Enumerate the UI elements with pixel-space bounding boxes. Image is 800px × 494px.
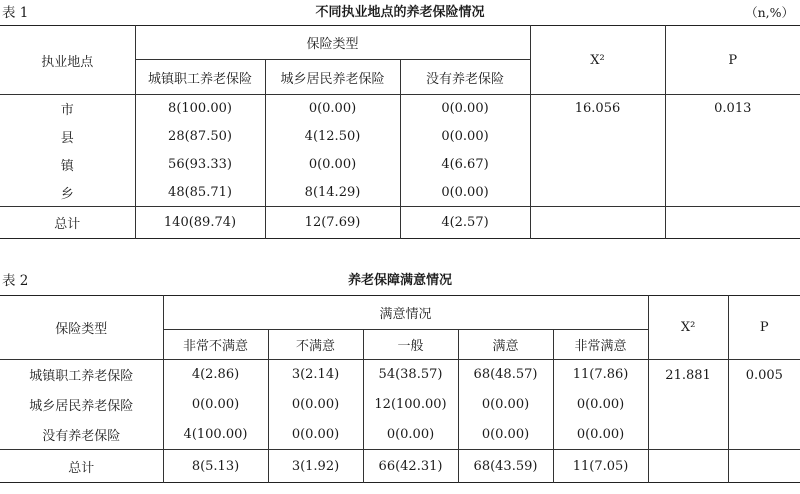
cell: 66(42.31) <box>363 450 458 483</box>
cell: 0(0.00) <box>400 179 530 207</box>
cell: 54(38.57) <box>363 360 458 390</box>
row-label: 城镇职工养老保险 <box>29 369 134 385</box>
table1 <box>0 25 800 239</box>
table2-p-value: 0.005 <box>728 360 800 450</box>
cell: 68(43.59) <box>458 450 553 483</box>
row-label: 总计 <box>0 207 135 239</box>
table2-header-type: 保险类型 <box>0 296 163 360</box>
cell: 140(89.74) <box>135 207 265 239</box>
cell: 12(7.69) <box>265 207 400 239</box>
cell: 12(100.00) <box>363 390 458 420</box>
cell: 4(2.86) <box>163 360 268 390</box>
cell-empty <box>665 207 800 239</box>
cell: 0(0.00) <box>400 123 530 151</box>
table2-label: 表 2 <box>2 273 29 289</box>
cell: 0(0.00) <box>553 420 648 450</box>
table1-header-chi: X² <box>530 26 665 95</box>
cell: 68(48.57) <box>458 360 553 390</box>
cell: 8(100.00) <box>135 95 265 123</box>
table2-header-col: 一般 <box>363 330 458 360</box>
table2-title: 养老保障满意情况 <box>347 273 453 288</box>
row-label: 市 <box>60 103 74 119</box>
cell: 0(0.00) <box>458 420 553 450</box>
table1-chi-value: 16.056 <box>530 95 665 207</box>
cell: 4(6.67) <box>400 151 530 179</box>
table1-p-value: 0.013 <box>665 95 800 207</box>
cell-empty <box>530 207 665 239</box>
table1-label: 表 1 <box>2 5 29 21</box>
table1-header-col: 没有养老保险 <box>400 60 530 95</box>
table2 <box>0 295 800 483</box>
row-label: 镇 <box>60 159 74 174</box>
table1-header-col: 城乡居民养老保险 <box>265 60 400 95</box>
cell: 11(7.86) <box>553 360 648 390</box>
cell: 0(0.00) <box>268 390 363 420</box>
cell: 0(0.00) <box>553 390 648 420</box>
cell: 0(0.00) <box>265 151 400 179</box>
table1-header-col: 城镇职工养老保险 <box>135 60 265 95</box>
table1-unit: （n,%） <box>745 5 794 20</box>
row-label: 没有养老保险 <box>42 428 121 444</box>
cell-empty <box>648 450 728 483</box>
row-label: 总计 <box>0 450 163 483</box>
cell: 0(0.00) <box>163 390 268 420</box>
row-label: 县 <box>60 131 74 146</box>
cell-empty <box>728 450 800 483</box>
cell: 4(2.57) <box>400 207 530 239</box>
table2-header-col: 不满意 <box>268 330 363 360</box>
table1-header-location: 执业地点 <box>0 26 135 95</box>
table-row-total <box>0 450 800 483</box>
table2-header-chi: X² <box>648 296 728 360</box>
cell: 28(87.50) <box>135 123 265 151</box>
table1-title: 不同执业地点的养老保险情况 <box>315 5 485 20</box>
cell: 11(7.05) <box>553 450 648 483</box>
cell: 4(100.00) <box>163 420 268 450</box>
table2-header-col: 非常不满意 <box>163 330 268 360</box>
table2-header-col: 非常满意 <box>553 330 648 360</box>
table2-chi-value: 21.881 <box>648 360 728 450</box>
cell: 0(0.00) <box>400 95 530 123</box>
cell: 0(0.00) <box>458 390 553 420</box>
table2-header-p: P <box>728 296 800 360</box>
cell: 8(14.29) <box>265 179 400 207</box>
table-row-total <box>0 207 800 239</box>
cell: 0(0.00) <box>268 420 363 450</box>
table1-header-group: 保险类型 <box>135 26 530 60</box>
table2-header-col: 满意 <box>458 330 553 360</box>
cell: 48(85.71) <box>135 179 265 207</box>
cell: 3(1.92) <box>268 450 363 483</box>
cell: 8(5.13) <box>163 450 268 483</box>
cell: 0(0.00) <box>363 420 458 450</box>
table2-header-group: 满意情况 <box>163 296 648 330</box>
cell: 56(93.33) <box>135 151 265 179</box>
row-label: 乡 <box>60 186 74 202</box>
table1-header-p: P <box>665 26 800 95</box>
cell: 4(12.50) <box>265 123 400 151</box>
table-row <box>0 360 800 390</box>
cell: 0(0.00) <box>265 95 400 123</box>
cell: 3(2.14) <box>268 360 363 390</box>
table-row <box>0 95 800 123</box>
row-label: 城乡居民养老保险 <box>29 399 134 414</box>
